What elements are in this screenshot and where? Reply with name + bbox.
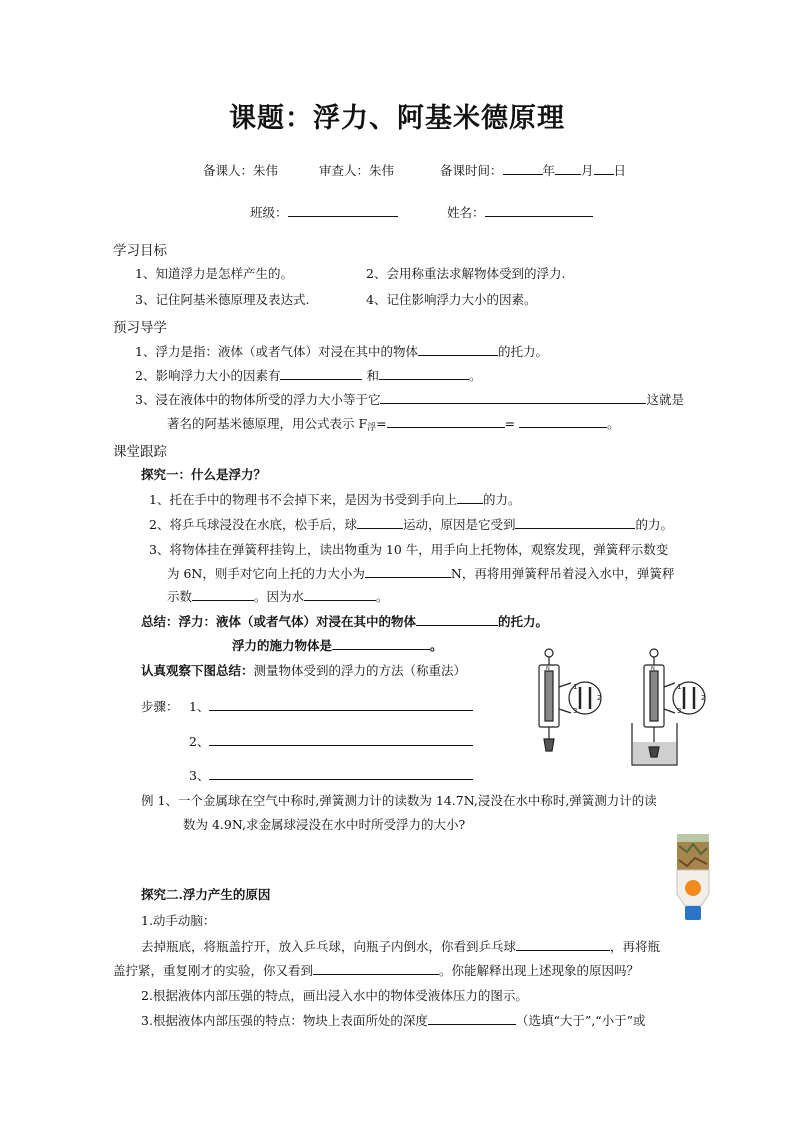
name-field[interactable]: 姓名： — [447, 203, 593, 221]
step-1[interactable]: 1、 — [189, 697, 473, 715]
preview-q3-formula: 著名的阿基米德原理，用公式表示 $F_浮=$ = 。 — [167, 416, 620, 433]
explore2-q1-line2: 盖拧紧，重复刚才的实验，你又看到 。你能解释出现上述现象的原因吗？ — [113, 963, 640, 978]
scale-tick-label: 3 — [573, 707, 578, 715]
objective-item: 1、知道浮力是怎样产生的。 — [135, 266, 293, 281]
scale-unit-label: N — [651, 666, 655, 672]
preview-q2: 2、影响浮力大小的因素有 和 。 — [135, 368, 482, 383]
explore1-title: 探究一：什么是浮力？ — [141, 467, 267, 482]
scale-tick-label: 3 — [677, 707, 682, 715]
month-blank — [555, 162, 581, 176]
preview-q1: 1、浮力是指：液体（或者气体）对浸在其中的物体 的托力。 — [135, 344, 548, 359]
explore1-q1: 1、托在手中的物理书不会掉下来，是因为书受到手向上 的力。 — [149, 492, 521, 507]
explore1-q3-line3: 示数 。因为水 。 — [167, 589, 389, 604]
summary-line1: 总结：浮力：液体（或者气体）对浸在其中的物体 的托力。 — [141, 614, 549, 629]
objective-item: 4、记住影响浮力大小的因素。 — [366, 292, 537, 307]
step-3[interactable]: 3、 — [189, 766, 473, 784]
classroom-heading: 课堂跟踪 — [113, 444, 167, 460]
objective-item: 2、会用称重法求解物体受到的浮力. — [366, 266, 566, 281]
scale-tick-label: 1 — [573, 683, 578, 691]
spring-scale-figure — [527, 647, 717, 772]
day-blank — [594, 162, 614, 176]
page-title: 课题：浮力、阿基米德原理 — [229, 103, 565, 134]
meta-reviewer: 审查人：朱伟 — [319, 163, 395, 178]
scale-tick-label: 1 — [677, 683, 682, 691]
explore2-title: 探究二.浮力产生的原因 — [141, 887, 271, 902]
scale-tick-label: 2 — [597, 694, 602, 702]
steps-label: 步骤： — [141, 699, 179, 714]
year-blank — [503, 162, 543, 176]
bottle-photo — [673, 832, 713, 924]
explore2-q1-line1: 去掉瓶底，将瓶盖拧开，放入乒乓球，向瓶子内倒水，你看到乒乓球 ，再将瓶 — [141, 939, 661, 954]
explore2-q3: 3.根据液体内部压强的特点：物块上表面所处的深度 （选填“大于”,“小于”或 — [141, 1013, 646, 1028]
step-2[interactable]: 2、 — [189, 732, 473, 750]
meta-preparer: 备课人：朱伟 — [203, 163, 279, 178]
explore2-q1-heading: 1.动手动脑： — [141, 913, 216, 928]
explore1-q3-line2: 为 6N，则手对它向上托的力大小为 N，再将用弹簧秤吊着浸入水中，弹簧秤 — [167, 566, 675, 581]
scale-unit-label: N — [546, 666, 550, 672]
explore1-q3: 3、将物体挂在弹簧秤挂钩上，读出物重为 10 牛，用手向上托物体，观察发现，弹簧秤示数变 — [149, 542, 669, 557]
preview-heading: 预习导学 — [113, 320, 167, 336]
example-1: 例 1、一个金属球在空气中称时,弹簧测力计的读数为 14.7N,浸没在水中称时,弹簧测力计的读 — [141, 793, 657, 808]
example-1-line2: 数为 4.9N,求金属球浸没在水中时所受浮力的大小? — [183, 817, 466, 832]
preview-q3: 3、浸在液体中的物体所受的浮力大小等于它 这就是 — [135, 392, 684, 407]
scale-tick-label: 2 — [701, 694, 706, 702]
observe-line: 认真观察下图总结：测量物体受到的浮力的方法（称重法） — [141, 663, 467, 678]
objectives-heading: 学习目标 — [113, 243, 167, 259]
explore2-q2: 2.根据液体内部压强的特点，画出浸入水中的物体受液体压力的图示。 — [141, 988, 528, 1003]
objective-item: 3、记住阿基米德原理及表达式. — [135, 292, 310, 307]
explore1-q2: 2、将乒乓球浸没在水底，松手后，球 运动，原因是它受到 的力。 — [149, 517, 673, 532]
class-field[interactable]: 班级： — [250, 203, 398, 221]
summary-line2: 浮力的施力物体是 。 — [232, 638, 443, 653]
meta-date: 备课时间： 年 月 日 — [440, 163, 627, 178]
